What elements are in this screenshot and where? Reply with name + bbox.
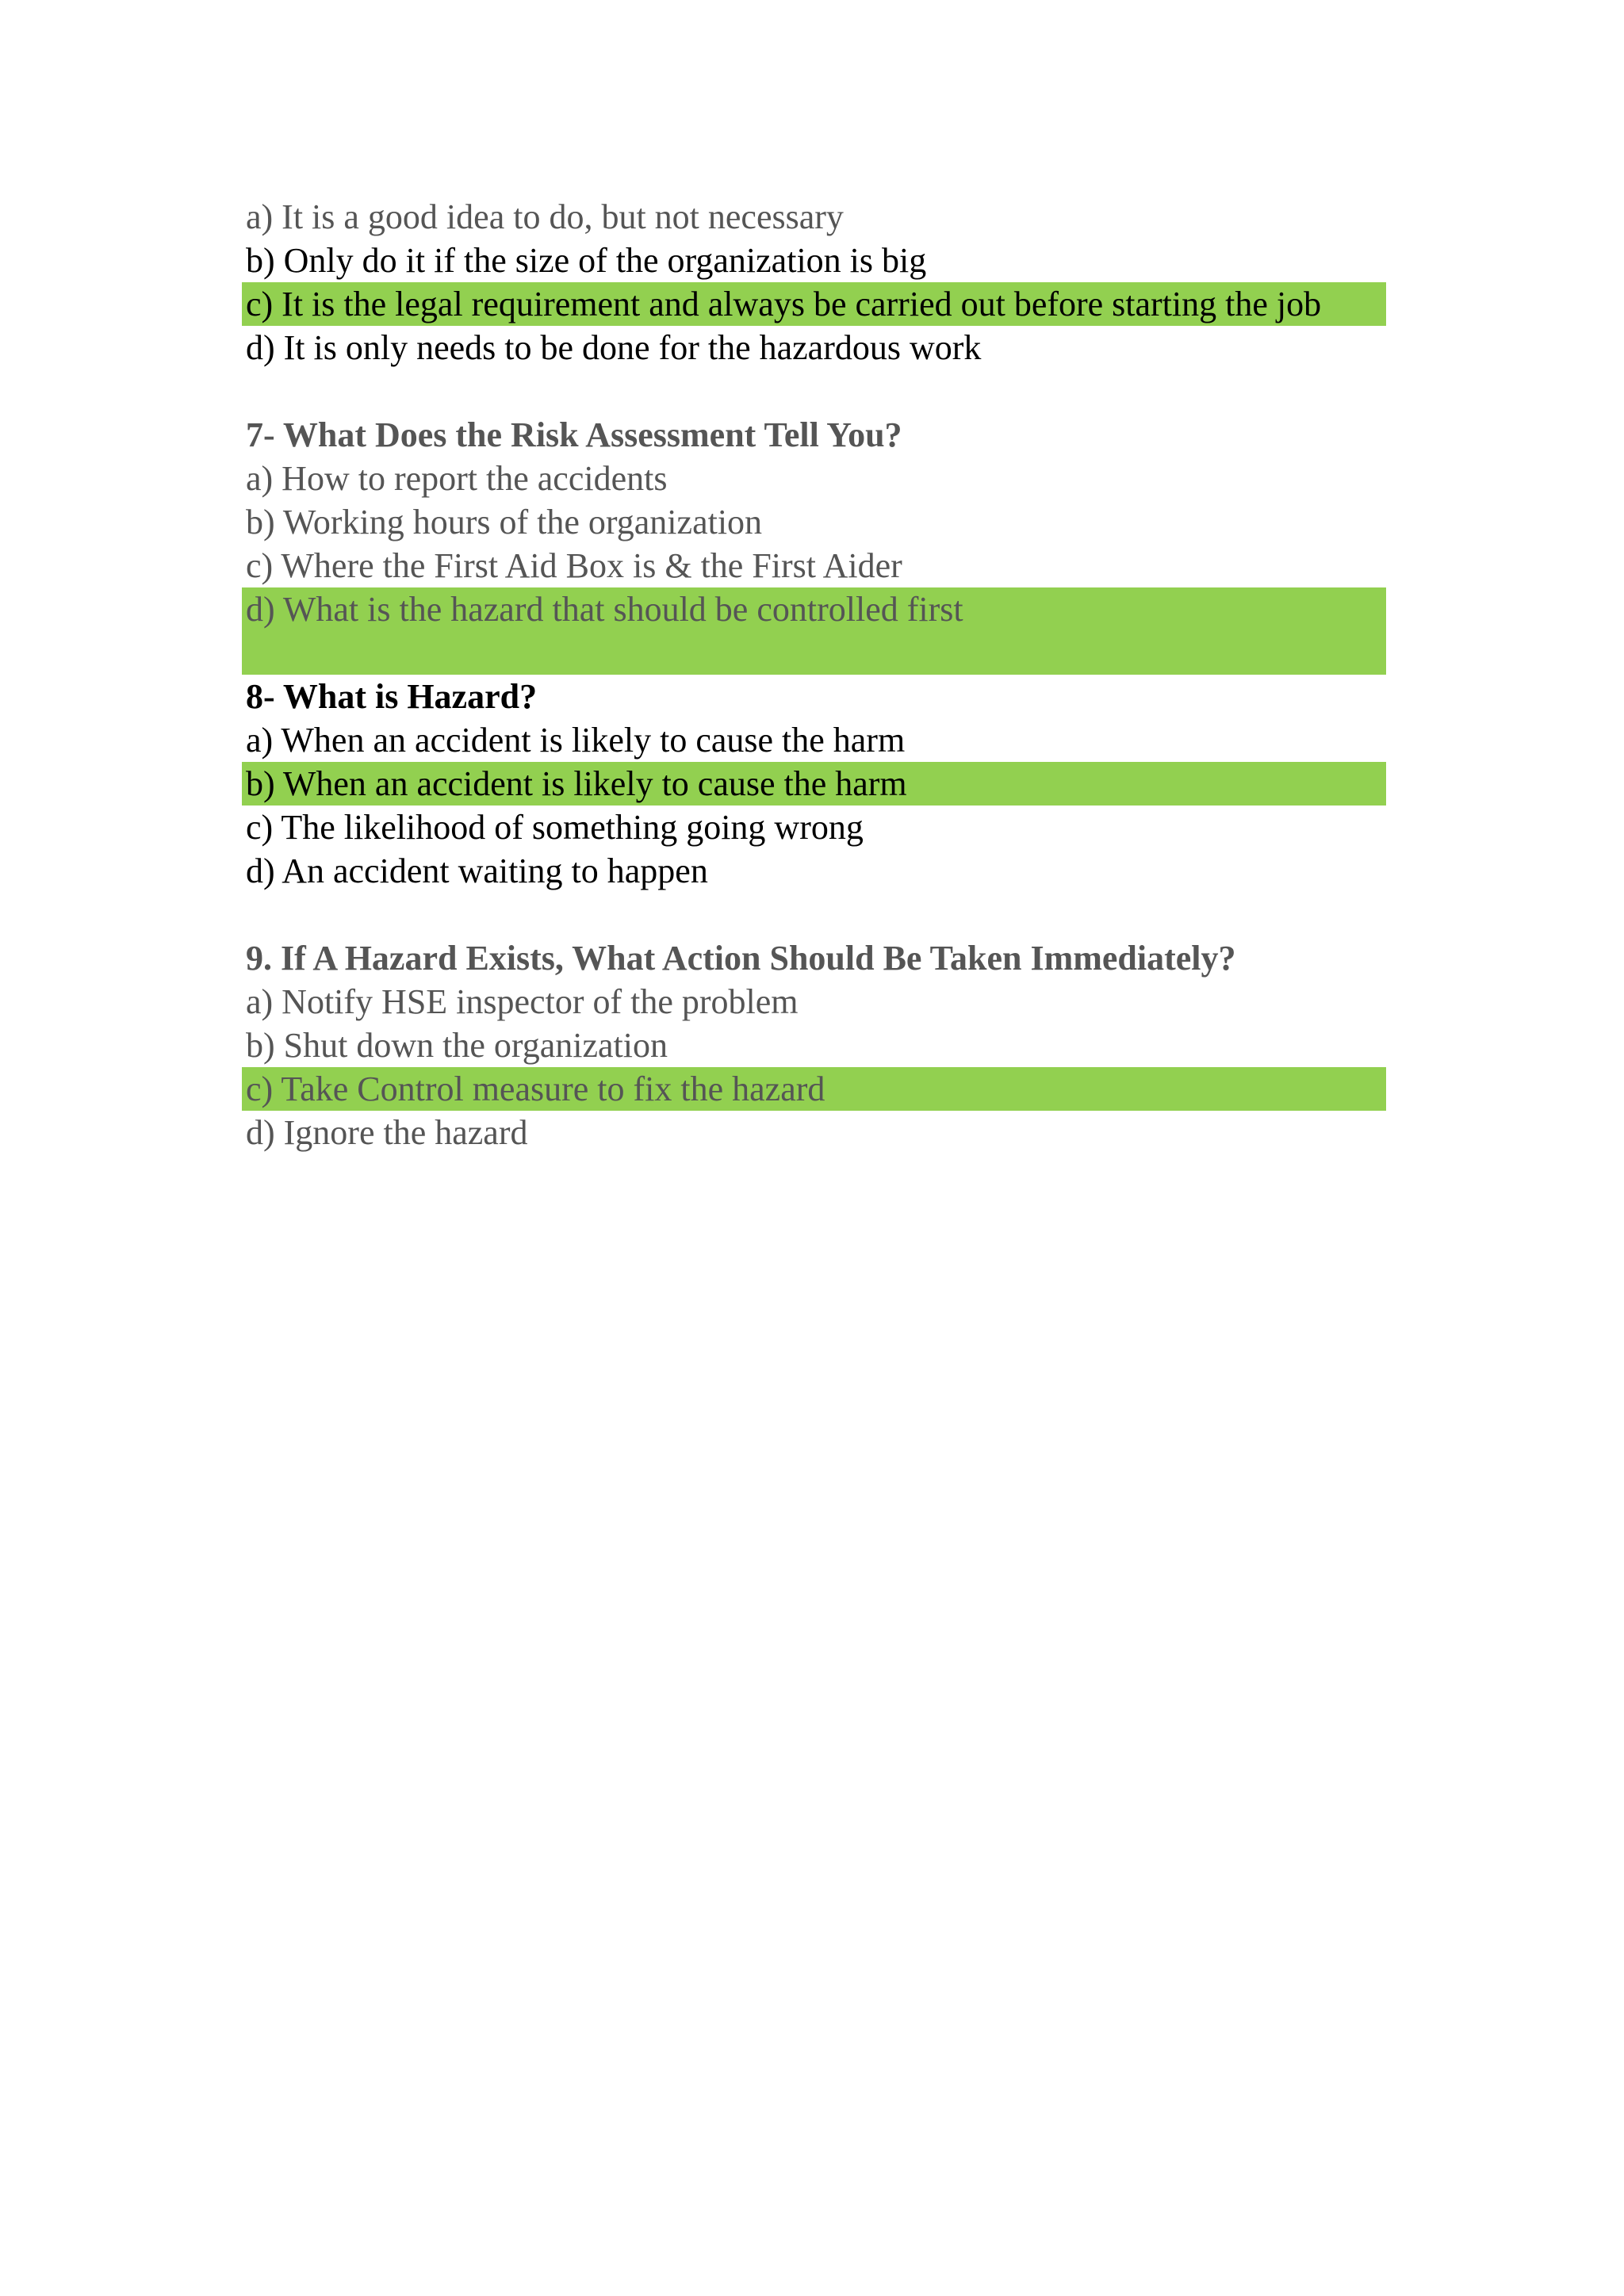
q9-question: 9. If A Hazard Exists, What Action Should Be Taken Immediately?: [246, 939, 1236, 978]
q7-question: 7- What Does the Risk Assessment Tell You?: [246, 415, 902, 454]
q7-option-b: b) Working hours of the organization: [246, 503, 763, 541]
q8-option-a: a) When an accident is likely to cause the harm: [246, 721, 906, 760]
question-6-block: [242, 195, 1386, 369]
q6-option-c-correct: c) It is the legal requirement and always be carried out before starting the job: [242, 282, 1386, 326]
q9-option-c-correct: c) Take Control measure to fix the hazard: [242, 1067, 1386, 1111]
q8-option-b-correct: b) When an accident is likely to cause the harm: [242, 762, 1386, 806]
question-7-block: [242, 413, 1386, 675]
question-9-block: [242, 936, 1386, 1154]
q7-option-a: a) How to report the accidents: [246, 459, 668, 498]
q7-option-d-correct: d) What is the hazard that should be controlled first: [242, 587, 1386, 675]
q9-option-d: d) Ignore the hazard: [246, 1113, 528, 1152]
q9-option-b: b) Shut down the organization: [246, 1026, 668, 1065]
q8-option-c: c) The likelihood of something going wrong: [246, 808, 864, 847]
spacer: [242, 369, 1386, 413]
question-8-block: [242, 675, 1386, 893]
q8-question: 8- What is Hazard?: [246, 677, 538, 716]
q6-option-d: d) It is only needs to be done for the hazardous work: [246, 328, 982, 367]
quiz-content: [242, 195, 1386, 1154]
spacer: [242, 893, 1386, 936]
q6-option-b: b) Only do it if the size of the organization is big: [246, 241, 927, 280]
q6-option-a: a) It is a good idea to do, but not necessary: [246, 197, 844, 236]
q8-option-d: d) An accident waiting to happen: [246, 851, 708, 890]
q7-option-c: c) Where the First Aid Box is & the First Aider: [246, 546, 902, 585]
q9-option-a: a) Notify HSE inspector of the problem: [246, 982, 799, 1021]
